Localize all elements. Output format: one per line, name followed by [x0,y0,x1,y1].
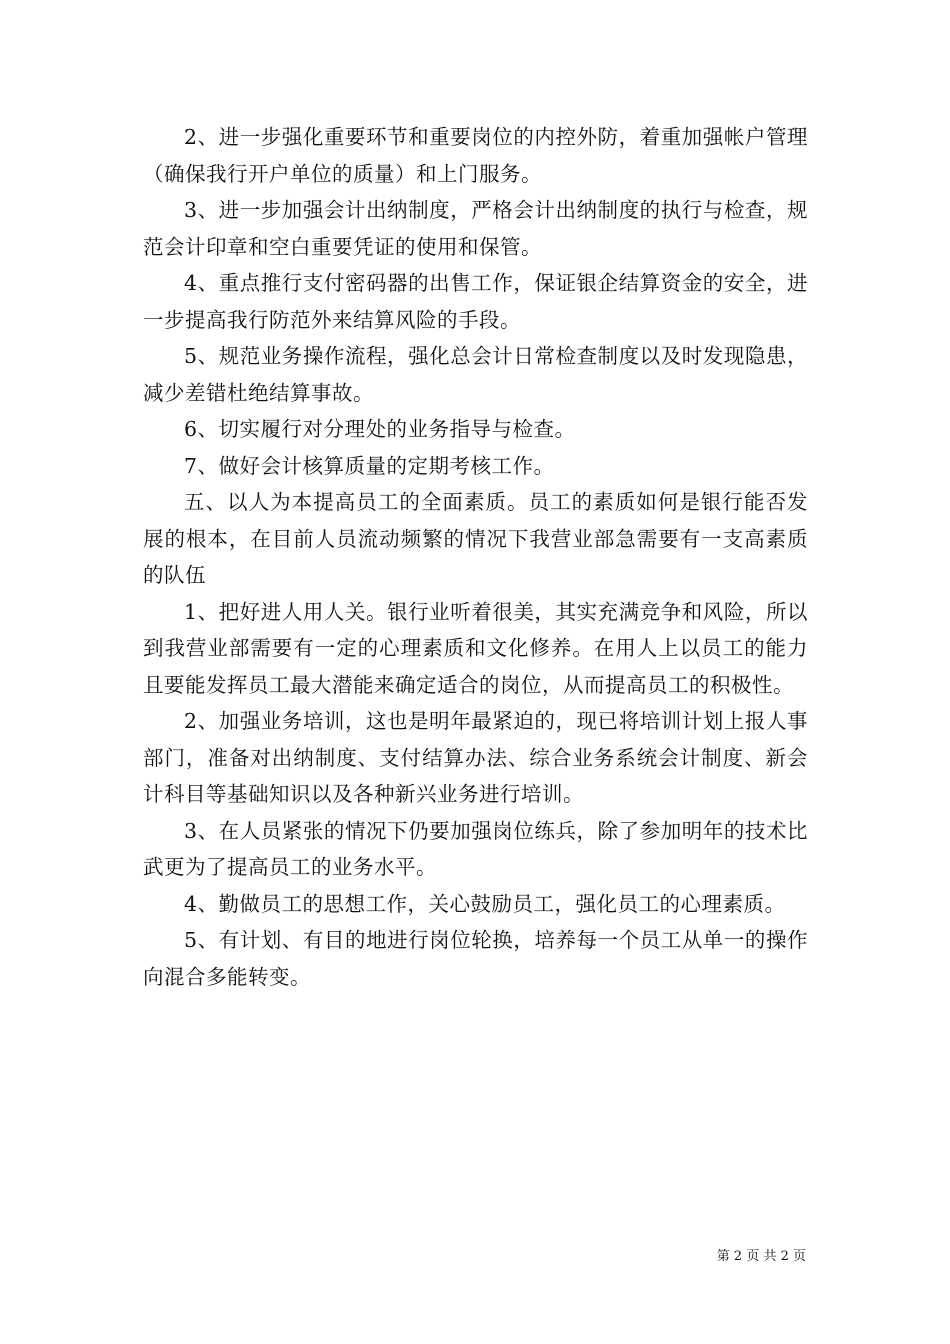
paragraph: 2、加强业务培训，这也是明年最紧迫的，现已将培训计划上报人事部门，准备对出纳制度、支付结算办法、综合业务系统会计制度、新会计科目等基础知识以及各种新兴业务进行培训。 [143,709,808,806]
paragraph: 3、在人员紧张的情况下仍要加强岗位练兵，除了参加明年的技术比武更为了提高员工的业务水平。 [143,818,808,879]
paragraph: 5、规范业务操作流程，强化总会计日常检查制度以及时发现隐患，减少差错杜绝结算事故。 [143,344,808,405]
paragraph: 5、有计划、有目的地进行岗位轮换，培养每一个员工从单一的操作向混合多能转变。 [143,928,808,989]
paragraph: 6、切实履行对分理处的业务指导与检查。 [184,417,576,441]
paragraph: 4、勤做员工的思想工作，关心鼓励员工，强化员工的心理素质。 [184,891,786,916]
paragraph: 1、把好进人用人关。银行业听着很美，其实充满竞争和风险，所以到我营业部需要有一定的心理素质和文化修养。在用人上以员工的能力且要能发挥员工最大潜能来确定适合的岗位，从而提高员工的积极性。 [143,599,808,697]
document-body [143,119,808,995]
paragraph: 2、进一步强化重要环节和重要岗位的内控外防，着重加强帐户管理（确保我行开户单位的质量）和上门服务。 [143,125,808,186]
paragraph: 3、进一步加强会计出纳制度，严格会计出纳制度的执行与检查，规范会计印章和空白重要凭证的使用和保管。 [143,198,808,259]
page-number-footer: 第 2 页 共 2 页 [716,1249,806,1264]
paragraph: 4、重点推行支付密码器的出售工作，保证银企结算资金的安全，进一步提高我行防范外来结算风险的手段。 [143,271,808,332]
paragraph: 7、做好会计核算质量的定期考核工作。 [184,453,555,478]
paragraph: 五、以人为本提高员工的全面素质。员工的素质如何是银行能否发展的根本，在目前人员流动频繁的情况下我营业部急需要有一支高素质的队伍 [143,490,808,587]
